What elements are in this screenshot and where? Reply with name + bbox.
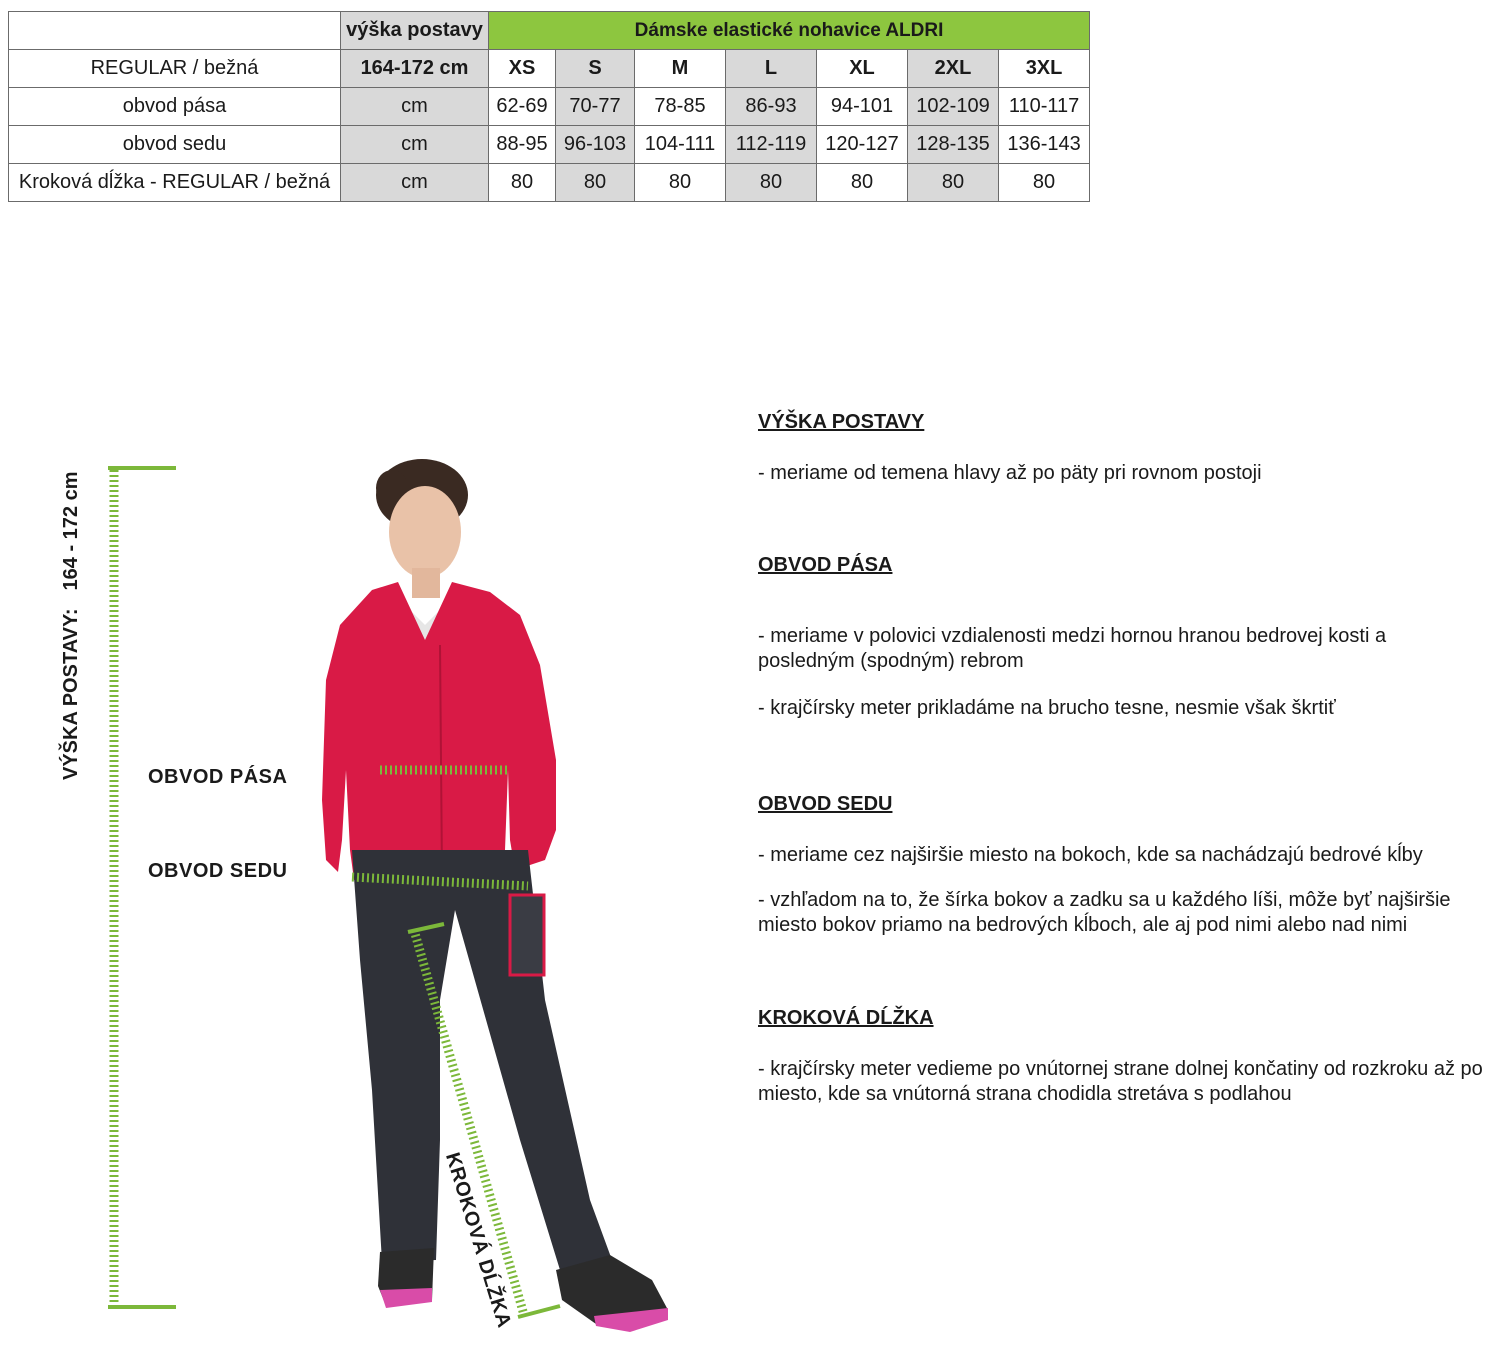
desc-waist-title: OBVOD PÁSA [758, 554, 893, 576]
row-unit: cm [341, 88, 489, 126]
desc-height-title: VÝŠKA POSTAVY [758, 411, 925, 433]
table-cell: 80 [556, 164, 635, 202]
desc-waist-text-2: - krajčírsky meter prikladáme na brucho tesne, nesmie však škrtiť [758, 697, 1336, 719]
desc-inseam-title: KROKOVÁ DĹŽKA [758, 1007, 934, 1029]
table-cell: 136-143 [999, 126, 1090, 164]
size-table [8, 11, 1090, 202]
table-cell: 70-77 [556, 88, 635, 126]
measurement-figure [0, 440, 740, 1361]
table-cell: 120-127 [817, 126, 908, 164]
size-header-xl: XL [817, 50, 908, 88]
table-header-row [9, 12, 1090, 50]
hip-label: OBVOD SEDU [148, 860, 288, 882]
table-cell: 80 [908, 164, 999, 202]
table-cell: 102-109 [908, 88, 999, 126]
height-column-header: výška postavy [341, 12, 489, 50]
height-bracket [108, 468, 176, 1307]
row-unit: cm [341, 126, 489, 164]
size-header-xs: XS [489, 50, 556, 88]
table-row [9, 126, 1090, 164]
desc-hip-text-1: - meriame cez najširšie miesto na bokoch, kde sa nachádzajú bedrové kĺby [758, 844, 1423, 866]
desc-hip [758, 792, 1498, 938]
size-header-3xl: 3XL [999, 50, 1090, 88]
table-cell: 80 [999, 164, 1090, 202]
height-label [60, 472, 83, 781]
table-cell: 112-119 [726, 126, 817, 164]
table-row [9, 88, 1090, 126]
empty-corner-cell [9, 12, 341, 50]
row-label: obvod pása [9, 88, 341, 126]
height-range: 164-172 cm [341, 50, 489, 88]
table-cell: 78-85 [635, 88, 726, 126]
desc-waist-text-1: - meriame v polovici vzdialenosti medzi hornou hranou bedrovej kosti a posledným (spodným) rebrom [758, 625, 1392, 672]
table-cell: 80 [817, 164, 908, 202]
inseam-label: KROKOVÁ DĹŽKA [440, 1150, 516, 1331]
size-header-2xl: 2XL [908, 50, 999, 88]
table-cell: 86-93 [726, 88, 817, 126]
product-title: Dámske elastické nohavice ALDRI [489, 12, 1090, 50]
size-header-s: S [556, 50, 635, 88]
waist-label: OBVOD PÁSA [148, 766, 288, 788]
row-label: Kroková dĺžka - REGULAR / bežná [9, 164, 341, 202]
size-header-l: L [726, 50, 817, 88]
row-label: obvod sedu [9, 126, 341, 164]
desc-height-text-1: - meriame od temena hlavy až po päty pri rovnom postoji [758, 462, 1262, 484]
height-value-text: 164 - 172 cm [60, 471, 82, 591]
table-cell: 96-103 [556, 126, 635, 164]
table-cell: 128-135 [908, 126, 999, 164]
desc-inseam-text-1: - krajčírsky meter vedieme po vnútornej strane dolnej končatiny od rozkroku až po miesto, kde sa vnútorná strana chodidla stretáva s podlahou [758, 1058, 1483, 1105]
table-cell: 80 [726, 164, 817, 202]
size-header-m: M [635, 50, 726, 88]
row-unit: cm [341, 164, 489, 202]
table-row [9, 164, 1090, 202]
table-cell: 80 [489, 164, 556, 202]
table-cell: 94-101 [817, 88, 908, 126]
table-cell: 88-95 [489, 126, 556, 164]
desc-waist [758, 553, 1458, 721]
table-cell: 104-111 [635, 126, 726, 164]
table-cell: 110-117 [999, 88, 1090, 126]
desc-hip-title: OBVOD SEDU [758, 793, 893, 815]
figure-illustration [0, 440, 740, 1361]
table-cell: 62-69 [489, 88, 556, 126]
table-cell: 80 [635, 164, 726, 202]
table-size-row [9, 50, 1090, 88]
model-silhouette [322, 459, 668, 1332]
desc-inseam [758, 1006, 1503, 1107]
desc-hip-text-2: - vzhľadom na to, že šírka bokov a zadku sa u každého líši, môže byť najširšie miesto bokov priamo na bedrových kĺboch, ale aj pod nimi alebo nad nimi [758, 889, 1451, 936]
fit-label: REGULAR / bežná [9, 50, 341, 88]
desc-height [758, 410, 1262, 486]
height-label-text: VÝŠKA POSTAVY: [60, 608, 82, 780]
